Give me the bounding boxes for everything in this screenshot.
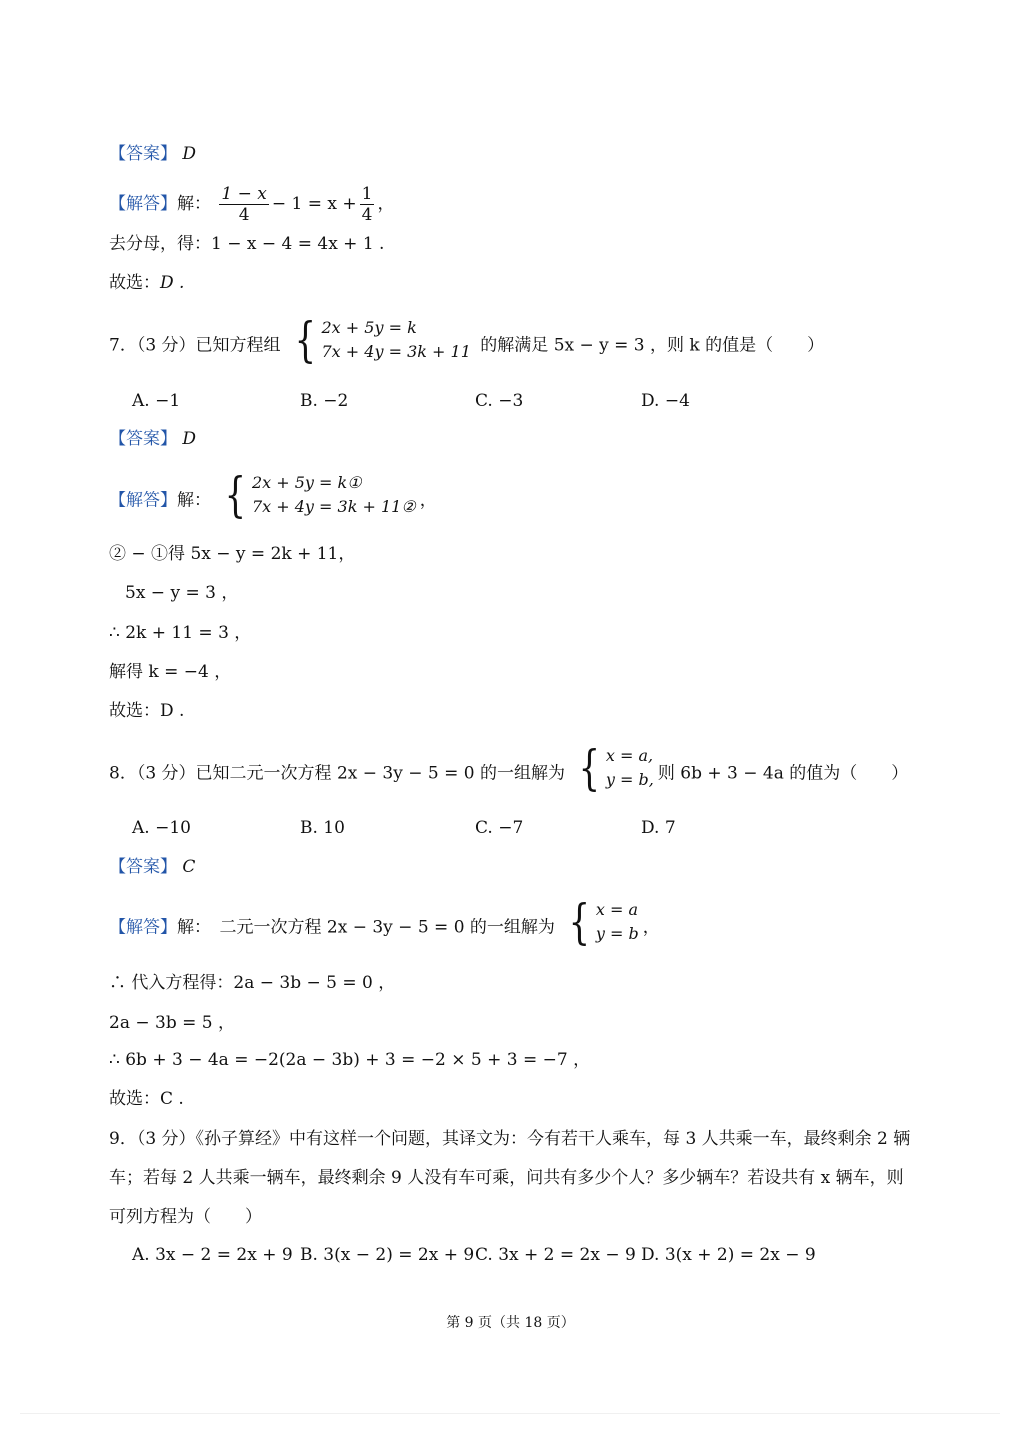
answer-tag: 【答案】 [109,144,177,164]
choose-label: 故选： [109,273,160,293]
system-eq-1: x = a [595,900,639,919]
solution-tag: 【解答】 [109,194,177,214]
q8-option-a: A. −10 [132,818,191,838]
q8-option-c: C. −7 [475,818,524,838]
divider [20,1413,1000,1414]
system-eq-2: y = b [595,924,639,943]
answer-value: C [182,857,196,877]
fraction-numerator: 1 − x [221,184,267,204]
q7-step2: 5x − y = 3 ， [125,583,239,603]
answer-tag: 【答案】 [109,429,177,449]
brace-icon: { [294,312,316,368]
fraction-denominator: 4 [361,205,373,225]
q8-answer [109,855,195,879]
equation-system [220,467,416,523]
q9-line1: 9．（3 分）《孙子算经》中有这样一个问题，其译文为：今有若干人乘车，每 3 人共乘一车，最终剩余 2 辆 [109,1129,911,1149]
system-eq-1: x = a, [605,746,654,765]
answer-value: D [182,429,197,449]
q7-stem-a: 7．（3 分）已知方程组 [109,335,281,356]
q8-option-d: D. 7 [641,818,676,838]
solution-text: 解： 二元一次方程 2x − 3y − 5 = 0 的一组解为 [177,917,555,938]
brace-icon: { [578,740,601,796]
q7-answer [109,427,196,451]
fraction-numerator: 1 [361,184,373,204]
answer-tag: 【答案】 [109,857,177,877]
system-end: ， [642,917,660,938]
q9-line2: 车；若每 2 人共乘一辆车，最终剩余 9 人没有车可乘，问共有多少个人？多少辆车？若设共有 x 辆车，则 [109,1168,904,1188]
q9-option-c: C. 3x + 2 = 2x − 9 [475,1245,636,1265]
q7-step4: 解得 k = −4 ， [109,662,232,682]
q9-option-b: B. 3(x − 2) = 2x + 9 [300,1245,475,1265]
q7-option-b: B. −2 [300,391,349,411]
q8-step3: ∴ 6b + 3 − 4a = −2(2a − 3b) + 3 = −2 × 5 + 3 = −7 ， [109,1050,591,1070]
q9-option-d: D. 3(x + 2) = 2x − 9 [641,1245,816,1265]
brace-icon: { [224,467,247,523]
q8-choose: 故选：C . [109,1089,184,1109]
q7-stem-b: 的解满足 5x − y = 3 ，则 k 的值是（ ） [480,335,825,356]
q7-solution [109,467,437,523]
system-end: ， [419,490,437,511]
q9-option-a: A. 3x − 2 = 2x + 9 [132,1245,293,1265]
equation-system [564,894,639,950]
system-eq-2: 7x + 4y = 3k + 11 [321,342,471,361]
equation-end: ， [377,194,395,214]
q9-line3: 可列方程为（ ） [109,1207,262,1227]
q7-option-a: A. −1 [132,391,181,411]
fraction-denominator: 4 [238,205,250,225]
q6-step1: 去分母，得：1 − x − 4 = 4x + 1 . [109,234,385,254]
system-eq-1: 2x + 5y = k① [251,473,362,492]
q6-solution [109,184,394,225]
system-eq-2: 7x + 4y = 3k + 11② [251,497,416,516]
fraction [360,184,375,225]
system-eq-2: y = b, [605,770,654,789]
solution-intro: 解： [177,490,211,511]
q8-option-b: B. 10 [300,818,345,838]
q8-step1: ∴ 代入方程得：2a − 3b − 5 = 0 ， [109,973,396,993]
q6-answer [109,142,196,166]
q8-stem-a: 8．（3 分）已知二元一次方程 2x − 3y − 5 = 0 的一组解为 [109,763,565,784]
q7-option-c: C. −3 [475,391,524,411]
system-eq-1: 2x + 5y = k [321,318,417,337]
q7-step3: ∴ 2k + 11 = 3 ， [109,623,252,643]
choose-value: D . [160,273,185,293]
q8-step2: 2a − 3b = 5 ， [109,1013,235,1033]
brace-icon: { [568,894,591,950]
q6-choose [109,271,184,295]
equation-system [290,312,471,368]
fraction [219,184,268,225]
equation-system [574,740,654,796]
page-footer: 第 9 页（共 18 页） [446,1315,575,1331]
q8-solution [109,894,660,950]
q7-step1: ② − ①得 5x − y = 2k + 11， [109,544,356,564]
answer-value: D [182,144,197,164]
q7-option-d: D. −4 [641,391,690,411]
equation-middle: − 1 = x + [271,194,357,214]
solution-tag: 【解答】 [109,917,177,938]
q7-choose: 故选：D . [109,701,185,721]
solution-intro: 解： [177,194,211,214]
q8-stem-b: 则 6b + 3 − 4a 的值为（ ） [657,763,909,784]
solution-tag: 【解答】 [109,490,177,511]
q8-stem [109,740,909,796]
q7-stem [109,312,825,368]
